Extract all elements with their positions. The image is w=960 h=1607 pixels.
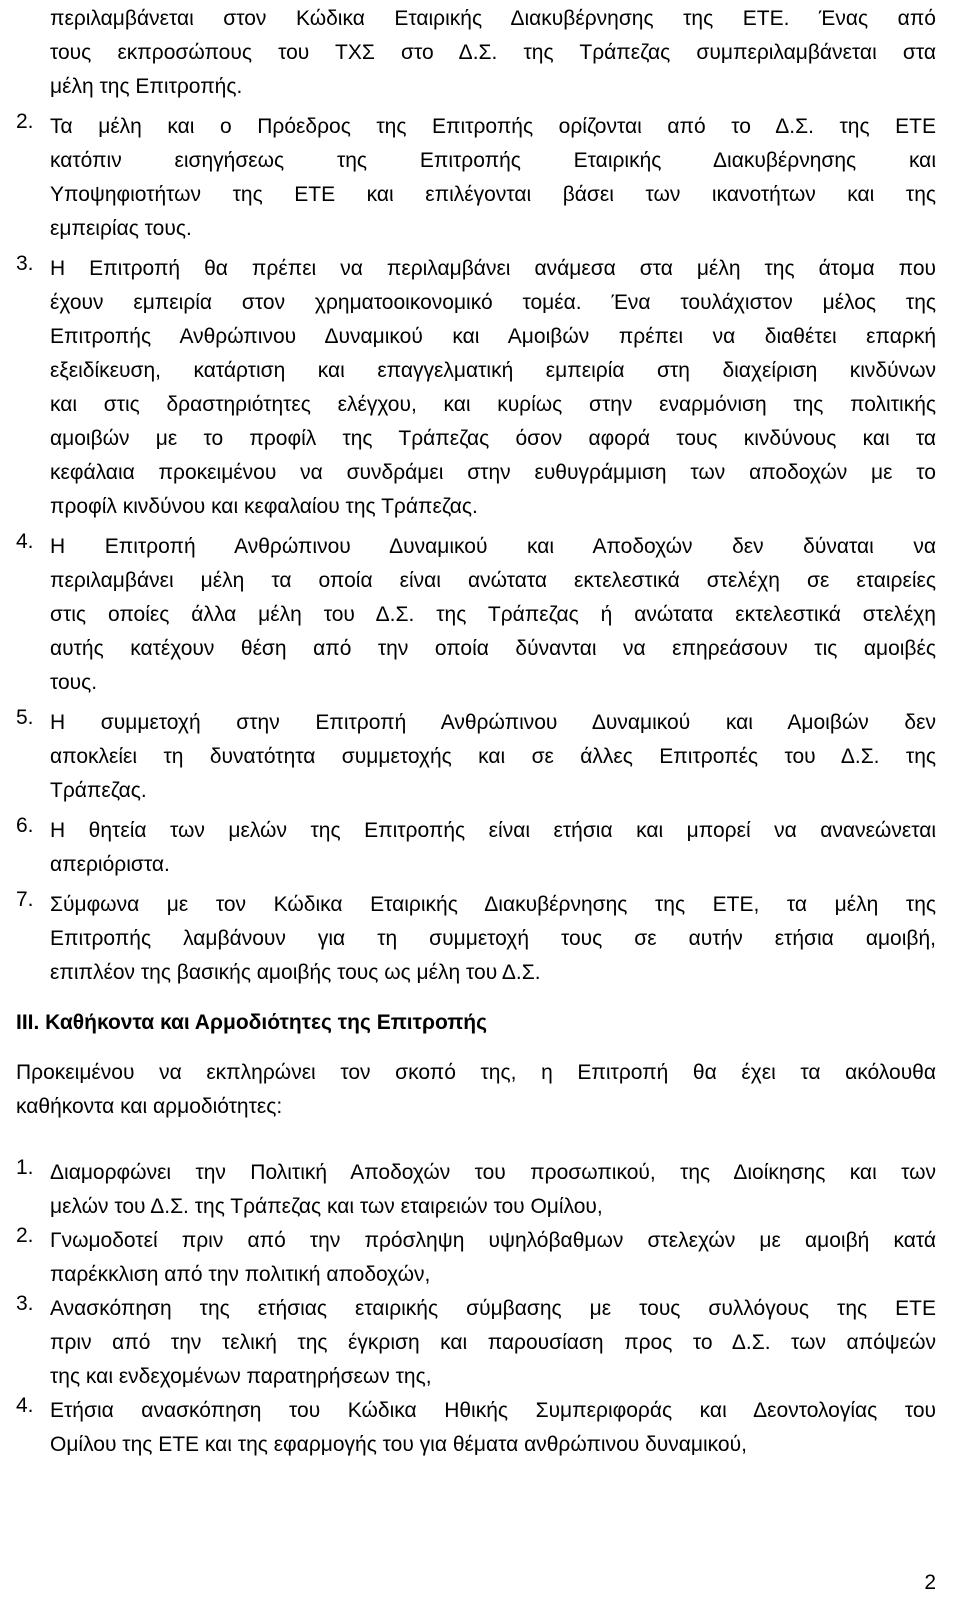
text-line: αμοιβών με το προφίλ της Τράπεζας όσον αφορά τους κινδύνους και τα (50, 427, 936, 450)
item-number: 2. (16, 1224, 34, 1247)
text-line: Τα μέλη και ο Πρόεδρος της Επιτροπής ορίζονται από το Δ.Σ. της ΕΤΕ (50, 115, 936, 138)
numbered-item-2 (16, 110, 936, 246)
item-number: 4. (16, 530, 34, 553)
text-line: επιπλέον της βασικής αμοιβής τους ως μέλη του Δ.Σ. (50, 961, 541, 984)
text-line: Η συμμετοχή στην Επιτροπή Ανθρώπινου Δυναμικού και Αμοιβών δεν (50, 711, 936, 734)
text-line: παρέκκλιση από την πολιτική αποδοχών, (50, 1263, 431, 1286)
item-number: 3. (16, 1292, 34, 1315)
text-line: Σύμφωνα με τον Κώδικα Εταιρικής Διακυβέρνησης της ΕΤΕ, τα μέλη της (50, 893, 936, 916)
text-line: Υποψηφιοτήτων της ΕΤΕ και επιλέγονται βάσει των ικανοτήτων και της (50, 183, 936, 206)
duty-item-4 (16, 1394, 936, 1462)
duty-item-2 (16, 1224, 936, 1292)
document-page (16, 2, 936, 1462)
text-line: έχουν εμπειρία στον χρηματοοικονομικό τομέα. Ένα τουλάχιστον μέλος της (50, 291, 936, 314)
text-line: περιλαμβάνει μέλη τα οποία είναι ανώτατα εκτελεστικά στελέχη σε εταιρείες (50, 569, 936, 592)
text-line: αποκλείει τη δυνατότητα συμμετοχής και σε άλλες Επιτροπές του Δ.Σ. της (50, 745, 936, 768)
item-number: 2. (16, 110, 34, 133)
text-line: μέλη της Επιτροπής. (50, 75, 243, 98)
text-line: Τράπεζας. (50, 779, 147, 802)
section-heading: III. Καθήκοντα και Αρμοδιότητες της Επιτροπής (16, 1011, 488, 1034)
text-line: πριν από την τελική της έγκριση και παρουσίαση προς το Δ.Σ. των απόψεών (50, 1331, 936, 1354)
text-line: Επιτροπής Ανθρώπινου Δυναμικού και Αμοιβών πρέπει να διαθέτει επαρκή (50, 325, 936, 348)
item-number: 5. (16, 706, 34, 729)
text-line: καθήκοντα και αρμοδιότητες: (16, 1095, 283, 1118)
page-number: 2 (924, 1571, 936, 1594)
text-line: της και ενδεχομένων παρατηρήσεων της, (50, 1365, 432, 1388)
text-line: Ομίλου της ΕΤΕ και της εφαρμογής του για θέματα ανθρώπινου δυναμικού, (50, 1433, 747, 1456)
item-number: 6. (16, 814, 34, 837)
numbered-item-6 (16, 814, 936, 882)
item-number: 7. (16, 888, 34, 911)
text-line: τους εκπροσώπους του ΤΧΣ στο Δ.Σ. της Τράπεζας συμπεριλαμβάνεται στα (50, 41, 936, 64)
text-line: Η Επιτροπή θα πρέπει να περιλαμβάνει ανάμεσα στα μέλη της άτομα που (50, 257, 936, 280)
text-line: Γνωμοδοτεί πριν από την πρόσληψη υψηλόβαθμων στελεχών με αμοιβή κατά (50, 1229, 936, 1252)
text-line: Ετήσια ανασκόπηση του Κώδικα Ηθικής Συμπεριφοράς και Δεοντολογίας του (50, 1399, 936, 1422)
text-line: Επιτροπής λαμβάνουν για τη συμμετοχή τους σε αυτήν ετήσια αμοιβή, (50, 927, 936, 950)
text-line: κεφάλαια προκειμένου να συνδράμει στην ευθυγράμμιση των αποδοχών με το (50, 461, 936, 484)
numbered-item-3 (16, 252, 936, 524)
text-line: κατόπιν εισηγήσεως της Επιτροπής Εταιρικής Διακυβέρνησης και (50, 149, 936, 172)
text-line: προφίλ κινδύνου και κεφαλαίου της Τράπεζας. (50, 495, 478, 518)
numbered-item-7 (16, 888, 936, 990)
text-line: στις οποίες άλλα μέλη του Δ.Σ. της Τράπεζας ή ανώτατα εκτελεστικά στελέχη (50, 603, 936, 626)
numbered-item-5 (16, 706, 936, 808)
item-number: 4. (16, 1394, 34, 1417)
text-line: απεριόριστα. (50, 853, 170, 876)
section-intro-paragraph (16, 1056, 936, 1124)
text-line: αυτής κατέχουν θέση από την οποία δύνανται να επηρεάσουν τις αμοιβές (50, 637, 936, 660)
text-line: τους. (50, 671, 98, 694)
item-number: 3. (16, 252, 34, 275)
text-line: Ανασκόπηση της ετήσιας εταιρικής σύμβασης με τους συλλόγους της ΕΤΕ (50, 1297, 936, 1320)
text-line: περιλαμβάνεται στον Κώδικα Εταιρικής Διακυβέρνησης της ΕΤΕ. Ένας από (50, 7, 936, 30)
text-line: εξειδίκευση, κατάρτιση και επαγγελματική εμπειρία στη διαχείριση κινδύνων (50, 359, 936, 382)
text-line: Προκειμένου να εκπληρώνει τον σκοπό της, η Επιτροπή θα έχει τα ακόλουθα (16, 1061, 936, 1084)
duty-item-3 (16, 1292, 936, 1394)
text-line: μελών του Δ.Σ. της Τράπεζας και των εταιρειών του Ομίλου, (50, 1195, 603, 1218)
text-line: Η Επιτροπή Ανθρώπινου Δυναμικού και Αποδοχών δεν δύναται να (50, 535, 936, 558)
numbered-item-4 (16, 530, 936, 700)
item-number: 1. (16, 1156, 34, 1179)
text-line: εμπειρίας τους. (50, 217, 192, 240)
text-line: Διαμορφώνει την Πολιτική Αποδοχών του προσωπικού, της Διοίκησης και των (50, 1161, 936, 1184)
intro-paragraph (16, 2, 936, 104)
text-line: Η θητεία των μελών της Επιτροπής είναι ετήσια και μπορεί να ανανεώνεται (50, 819, 936, 842)
text-line: και στις δραστηριότητες ελέγχου, και κυρίως στην εναρμόνιση της πολιτικής (50, 393, 936, 416)
duty-item-1 (16, 1156, 936, 1224)
